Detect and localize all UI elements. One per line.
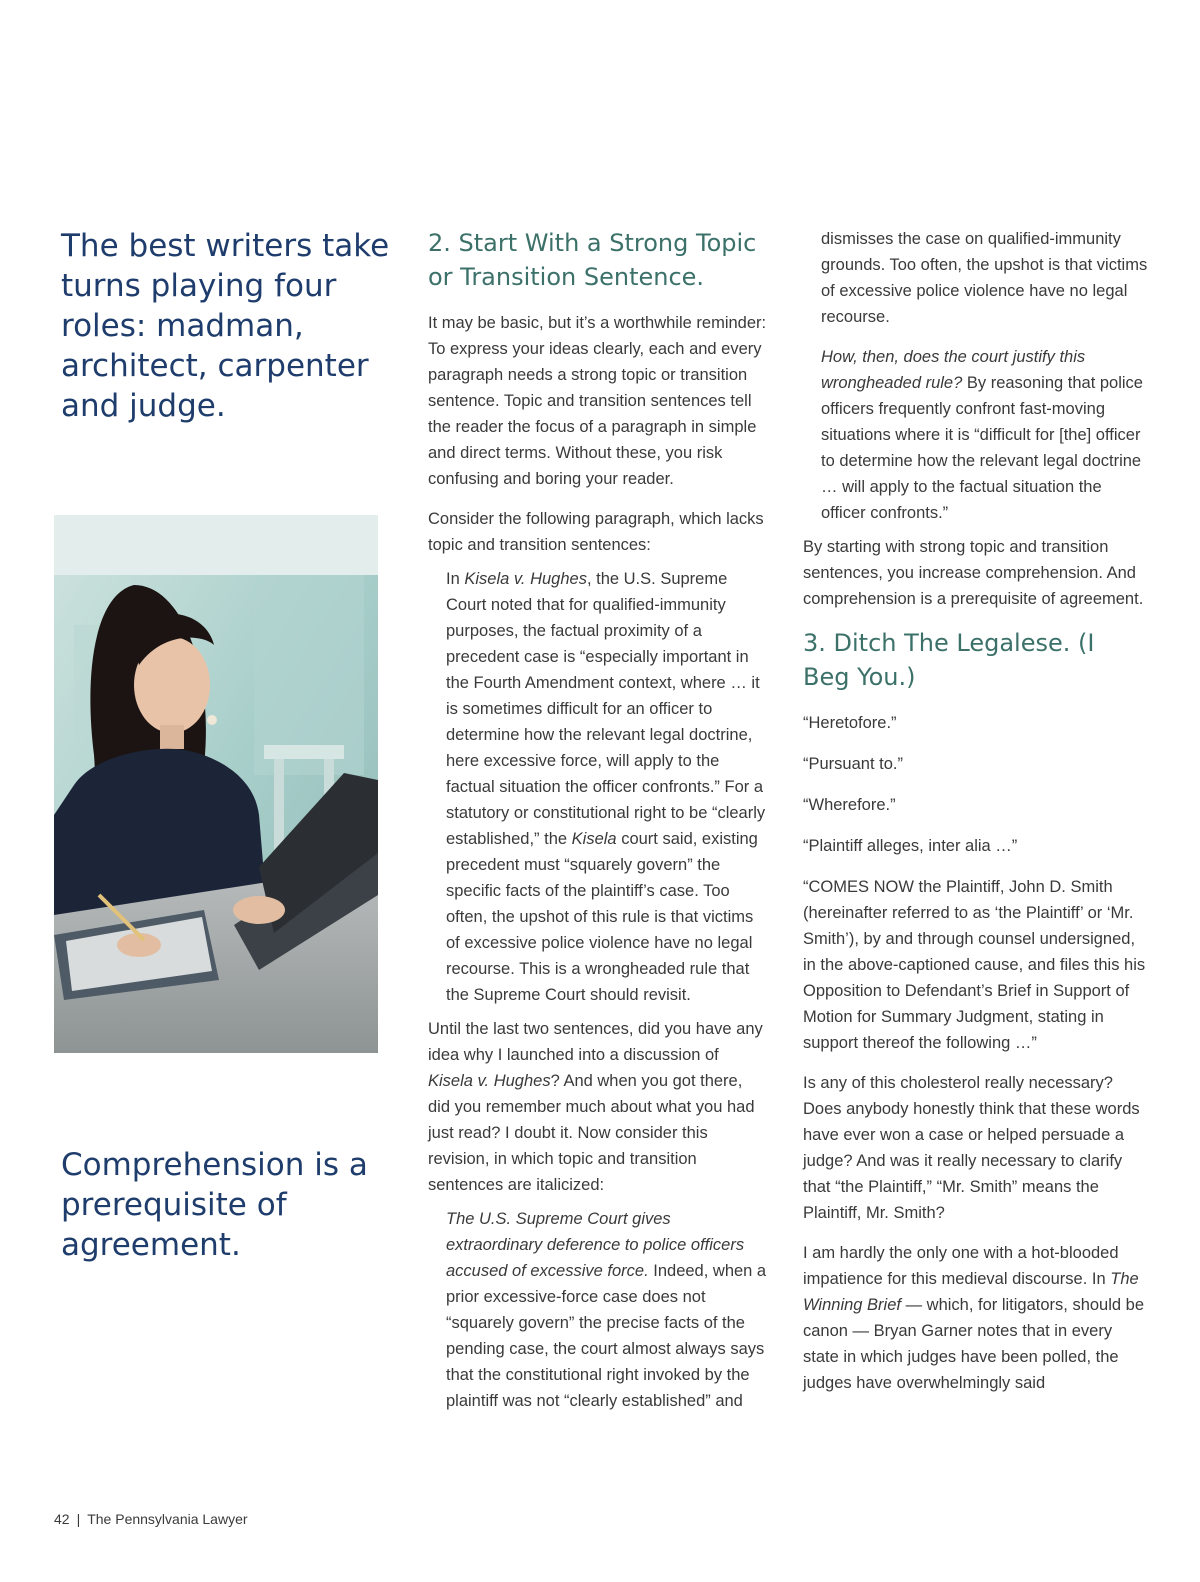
- footer-separator: |: [76, 1511, 81, 1527]
- case-name: Kisela v. Hughes: [464, 570, 587, 588]
- example-paragraph-original: [428, 566, 768, 1008]
- pull-quote-writers: The best writers take turns playing four roles: madman, architect, carpenter and judge.: [61, 228, 390, 424]
- text-run: By reasoning that police officers frequently confront fast-moving situations where it is “difficult for [the] officer to determine how the relevant legal doctrine … will apply to the factual situation the officer confronts.”: [821, 374, 1143, 522]
- photo-woman-writing: [54, 515, 378, 1053]
- paragraph: [803, 1240, 1148, 1396]
- page-footer: [54, 1511, 248, 1527]
- legalese-example: “COMES NOW the Plaintiff, John D. Smith (hereinafter referred to as ‘the Plaintiff’ or ‘Mr. Smith’), by and through counsel undersigned, in the above-captioned cause, and files this his Opposition to Defendant’s Brief in Support of Motion for Summary Judgment, stating in support thereof the following …”: [803, 878, 1146, 1052]
- legalese-quote: “Pursuant to.”: [803, 755, 903, 773]
- text-run: court said, existing precedent must “squarely govern” the specific facts of the plaintiff’s case. Too often, the upshot of this rule is that victims of excessive police violence have no legal recourse. This is a wrongheaded rule that the Supreme Court should revisit.: [446, 830, 758, 1004]
- paragraph: It may be basic, but it’s a worthwhile reminder: To express your ideas clearly, each and every paragraph needs a strong topic or transition sentence. Topic and transition sentences tell the reader the focus of a paragraph in simple and direct terms. Without these, you risk confusing and boring your reader.: [428, 314, 767, 488]
- example-paragraph-continued: dismisses the case on qualified-immunity grounds. Too often, the upshot is that victims of excessive police violence have no legal recourse.: [821, 230, 1148, 326]
- text-run: Until the last two sentences, did you have any idea why I launched into a discussion of: [428, 1020, 763, 1064]
- pull-quote-comprehension: Comprehension is a prerequisite of agreement.: [61, 1147, 368, 1263]
- section-heading-legalese: 3. Ditch The Legalese. (I Beg You.): [803, 629, 1095, 691]
- text-run: — which, for litigators, should be canon — Bryan Garner notes that in every state in which judges have been polled, the judges have overwhelmingly said: [803, 1296, 1145, 1392]
- article-column-middle: [428, 226, 768, 1428]
- paragraph: Consider the following paragraph, which lacks topic and transition sentences:: [428, 510, 764, 554]
- paragraph: [428, 1016, 768, 1198]
- paragraph: Is any of this cholesterol really necessary? Does anybody honestly think that these words have ever won a case or helped persuade a judge? And was it really necessary to clarify that “the Plaintiff,” “Mr. Smith” means the Plaintiff, Mr. Smith?: [803, 1074, 1140, 1222]
- section-heading-topic-sentence: 2. Start With a Strong Topic or Transition Sentence.: [428, 229, 757, 291]
- photo-illustration: [54, 515, 378, 1053]
- text-run: In: [446, 570, 465, 588]
- text-run: , the U.S. Supreme Court noted that for qualified-immunity purposes, the factual proximity of a precedent case is “especially important in the Fourth Amendment context, where … it is sometimes difficult for an officer to determine how the relevant legal doctrine, here excessive force, will apply to the factual situation the officer confronts.” For a statutory or constitutional right to be “clearly established,” the: [446, 570, 766, 848]
- transition-sentence-italic: How, then, does the court justify this wrongheaded rule?: [821, 348, 1086, 392]
- paragraph: By starting with strong topic and transition sentences, you increase comprehension. And comprehension is a prerequisite of agreement.: [803, 538, 1144, 608]
- legalese-quote: “Plaintiff alleges, inter alia …”: [803, 837, 1018, 855]
- topic-sentence-italic: The U.S. Supreme Court gives extraordinary deference to police officers accused of excessive force.: [446, 1210, 745, 1280]
- text-run: I am hardly the only one with a hot-blooded impatience for this medieval discourse. In: [803, 1244, 1119, 1288]
- publication-name: The Pennsylvania Lawyer: [87, 1511, 248, 1527]
- article-column-right: [803, 226, 1148, 1410]
- book-title: The Winning Brief: [803, 1270, 1139, 1314]
- case-name: Kisela v. Hughes: [428, 1072, 551, 1090]
- legalese-quote: “Heretofore.”: [803, 714, 897, 732]
- page-number: 42: [54, 1511, 70, 1527]
- legalese-quote: “Wherefore.”: [803, 796, 896, 814]
- example-paragraph-revised-2: [803, 344, 1148, 526]
- text-run: ? And when you got there, did you remember much about what you had just read? I doubt it. Now consider this revision, in which topic and transition sentences are italicized:: [428, 1072, 755, 1194]
- example-paragraph-revised: [428, 1206, 768, 1414]
- case-name: Kisela: [571, 830, 617, 848]
- text-run: Indeed, when a prior excessive-force case does not “squarely govern” the precise facts of the pending case, the court almost always says that the constitutional right invoked by the plaintiff was not “clearly established” and: [446, 1262, 767, 1410]
